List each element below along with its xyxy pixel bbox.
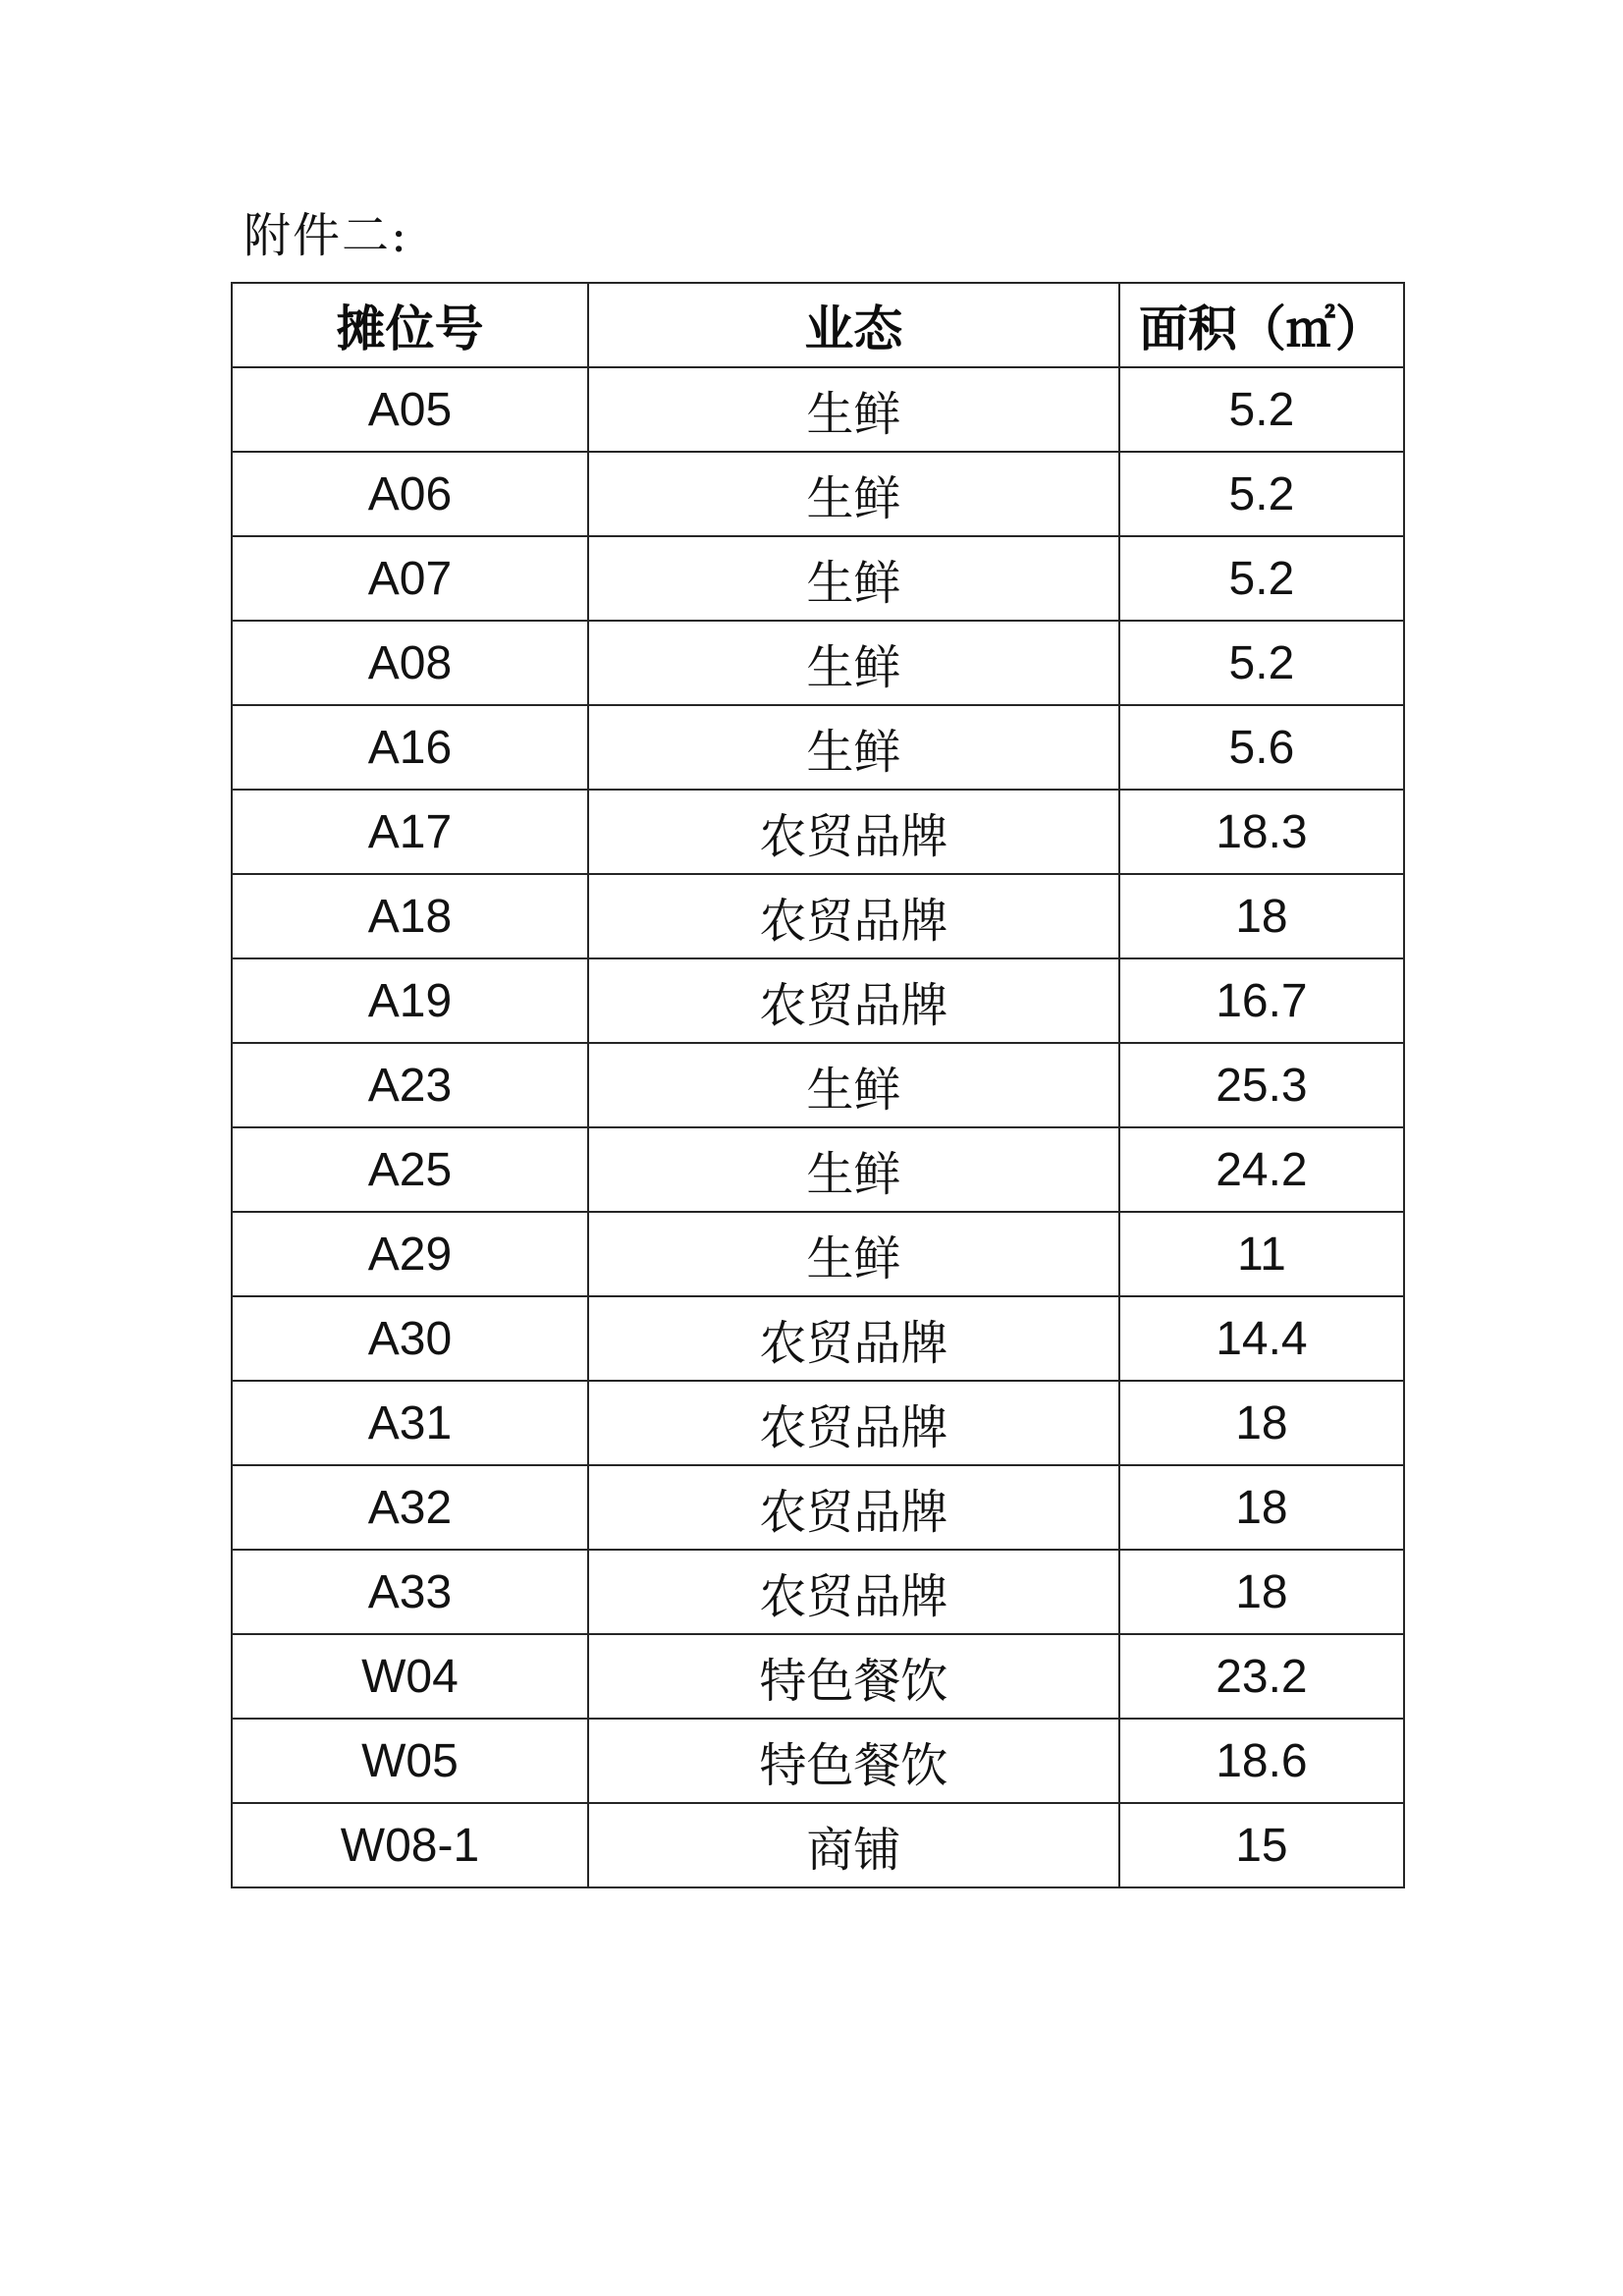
stall-number-cell: W08-1 (232, 1803, 588, 1887)
business-type-cell: 生鲜 (588, 452, 1119, 536)
header-stall-number: 摊位号 (232, 283, 588, 367)
area-cell: 5.2 (1119, 452, 1404, 536)
stall-number-cell: A19 (232, 958, 588, 1043)
table-row (232, 1296, 1404, 1381)
table-row (232, 1803, 1404, 1887)
table-row (232, 621, 1404, 705)
table-body (232, 367, 1404, 1887)
header-business-type: 业态 (588, 283, 1119, 367)
business-type-cell: 商铺 (588, 1803, 1119, 1887)
area-cell: 18 (1119, 1550, 1404, 1634)
stall-number-cell: A05 (232, 367, 588, 452)
header-area: 面积（㎡） (1119, 283, 1404, 367)
table-row (232, 536, 1404, 621)
area-cell: 15 (1119, 1803, 1404, 1887)
area-cell: 18.3 (1119, 790, 1404, 874)
table-row (232, 1381, 1404, 1465)
business-type-cell: 特色餐饮 (588, 1719, 1119, 1803)
stall-number-cell: A18 (232, 874, 588, 958)
stall-number-cell: A33 (232, 1550, 588, 1634)
business-type-cell: 生鲜 (588, 1212, 1119, 1296)
stall-number-cell: A16 (232, 705, 588, 790)
business-type-cell: 农贸品牌 (588, 1296, 1119, 1381)
stall-number-cell: A23 (232, 1043, 588, 1127)
area-cell: 5.2 (1119, 621, 1404, 705)
area-cell: 14.4 (1119, 1296, 1404, 1381)
table-row (232, 874, 1404, 958)
stall-number-cell: A07 (232, 536, 588, 621)
area-cell: 23.2 (1119, 1634, 1404, 1719)
business-type-cell: 生鲜 (588, 367, 1119, 452)
table-row (232, 1550, 1404, 1634)
area-cell: 5.6 (1119, 705, 1404, 790)
stall-number-cell: A31 (232, 1381, 588, 1465)
business-type-cell: 生鲜 (588, 536, 1119, 621)
table-row (232, 1465, 1404, 1550)
business-type-cell: 生鲜 (588, 705, 1119, 790)
stall-number-cell: A32 (232, 1465, 588, 1550)
table-header-row (232, 283, 1404, 367)
area-cell: 16.7 (1119, 958, 1404, 1043)
stall-number-cell: A08 (232, 621, 588, 705)
business-type-cell: 生鲜 (588, 1127, 1119, 1212)
business-type-cell: 农贸品牌 (588, 874, 1119, 958)
stall-table (231, 282, 1405, 1888)
stall-number-cell: W04 (232, 1634, 588, 1719)
area-cell: 24.2 (1119, 1127, 1404, 1212)
table-row (232, 1719, 1404, 1803)
business-type-cell: 生鲜 (588, 1043, 1119, 1127)
business-type-cell: 农贸品牌 (588, 1465, 1119, 1550)
business-type-cell: 农贸品牌 (588, 1381, 1119, 1465)
stall-number-cell: A30 (232, 1296, 588, 1381)
area-cell: 18 (1119, 874, 1404, 958)
stall-number-cell: A06 (232, 452, 588, 536)
area-cell: 11 (1119, 1212, 1404, 1296)
business-type-cell: 特色餐饮 (588, 1634, 1119, 1719)
stall-number-cell: A17 (232, 790, 588, 874)
table-row (232, 705, 1404, 790)
attachment-title: 附件二: (243, 208, 409, 263)
table-row (232, 452, 1404, 536)
table-row (232, 1043, 1404, 1127)
area-cell: 5.2 (1119, 536, 1404, 621)
business-type-cell: 生鲜 (588, 621, 1119, 705)
table-row (232, 367, 1404, 452)
stall-number-cell: A29 (232, 1212, 588, 1296)
area-cell: 25.3 (1119, 1043, 1404, 1127)
table-row (232, 958, 1404, 1043)
table-row (232, 1127, 1404, 1212)
table-row (232, 1634, 1404, 1719)
business-type-cell: 农贸品牌 (588, 958, 1119, 1043)
area-cell: 18 (1119, 1465, 1404, 1550)
area-cell: 18.6 (1119, 1719, 1404, 1803)
area-cell: 18 (1119, 1381, 1404, 1465)
table-row (232, 1212, 1404, 1296)
business-type-cell: 农贸品牌 (588, 790, 1119, 874)
table-row (232, 790, 1404, 874)
stall-number-cell: A25 (232, 1127, 588, 1212)
area-cell: 5.2 (1119, 367, 1404, 452)
business-type-cell: 农贸品牌 (588, 1550, 1119, 1634)
stall-number-cell: W05 (232, 1719, 588, 1803)
